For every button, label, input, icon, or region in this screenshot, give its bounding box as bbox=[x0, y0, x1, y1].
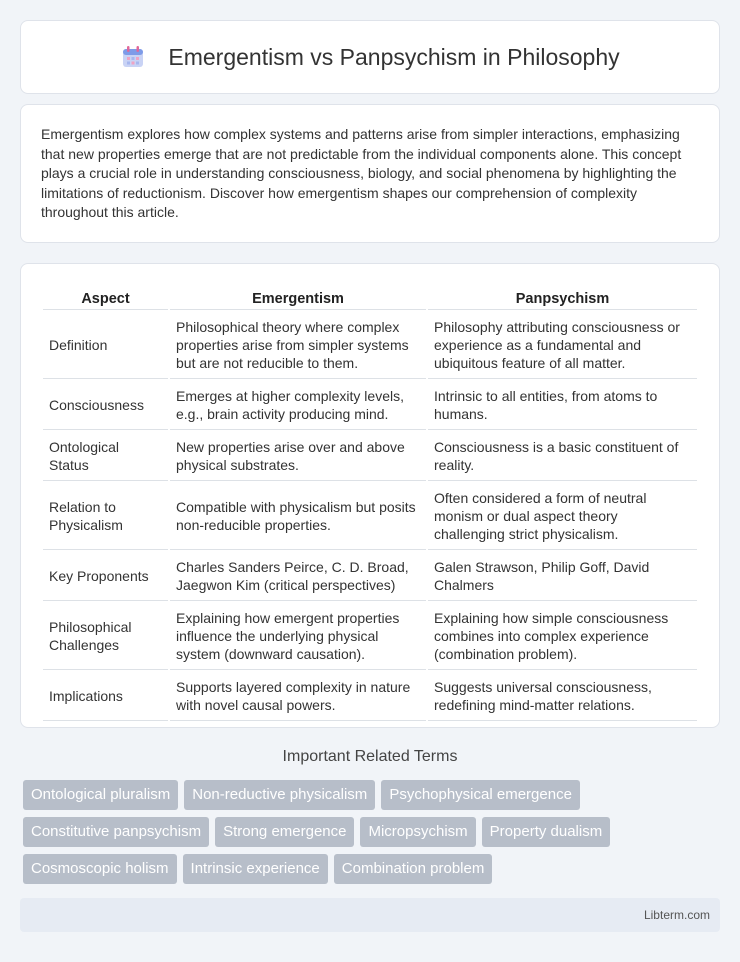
related-terms-tags bbox=[23, 780, 723, 884]
calendar-icon bbox=[120, 44, 146, 70]
tag-ontological-pluralism[interactable]: Ontological pluralism bbox=[23, 780, 178, 810]
cell-panpsychism: Explaining how simple consciousness combines into complex experience (combination problem). bbox=[428, 603, 697, 670]
cell-panpsychism: Galen Strawson, Philip Goff, David Chalmers bbox=[428, 552, 697, 601]
table-row bbox=[43, 672, 697, 721]
cell-emergentism: Emerges at higher complexity levels, e.g., brain activity producing mind. bbox=[170, 381, 426, 430]
table-row bbox=[43, 552, 697, 601]
table-row bbox=[43, 603, 697, 670]
cell-panpsychism: Intrinsic to all entities, from atoms to humans. bbox=[428, 381, 697, 430]
tag-combination-problem[interactable]: Combination problem bbox=[334, 854, 493, 884]
title-card bbox=[20, 20, 720, 94]
footer bbox=[20, 898, 720, 932]
tag-constitutive-panpsychism[interactable]: Constitutive panpsychism bbox=[23, 817, 209, 847]
comparison-table-card bbox=[20, 263, 720, 728]
cell-aspect: Ontological Status bbox=[43, 432, 168, 481]
header-emergentism: Emergentism bbox=[170, 286, 426, 310]
cell-panpsychism: Often considered a form of neutral monism or dual aspect theory challenging strict physicalism. bbox=[428, 483, 697, 550]
table-row bbox=[43, 483, 697, 550]
cell-panpsychism: Philosophy attributing consciousness or experience as a fundamental and ubiquitous feature of all matter. bbox=[428, 312, 697, 379]
header-aspect: Aspect bbox=[43, 286, 168, 310]
table-row bbox=[43, 312, 697, 379]
cell-emergentism: Supports layered complexity in nature with novel causal powers. bbox=[170, 672, 426, 721]
table-row bbox=[43, 381, 697, 430]
cell-aspect: Key Proponents bbox=[43, 552, 168, 601]
cell-aspect: Consciousness bbox=[43, 381, 168, 430]
tag-strong-emergence[interactable]: Strong emergence bbox=[215, 817, 354, 847]
cell-emergentism: Explaining how emergent properties influence the underlying physical system (downward causation). bbox=[170, 603, 426, 670]
header-panpsychism: Panpsychism bbox=[428, 286, 697, 310]
tag-intrinsic-experience[interactable]: Intrinsic experience bbox=[183, 854, 328, 884]
cell-aspect: Philosophical Challenges bbox=[43, 603, 168, 670]
cell-aspect: Definition bbox=[43, 312, 168, 379]
tag-non-reductive-physicalism[interactable]: Non-reductive physicalism bbox=[184, 780, 375, 810]
cell-panpsychism: Suggests universal consciousness, redefining mind-matter relations. bbox=[428, 672, 697, 721]
cell-aspect: Relation to Physicalism bbox=[43, 483, 168, 550]
cell-aspect: Implications bbox=[43, 672, 168, 721]
cell-emergentism: Charles Sanders Peirce, C. D. Broad, Jaegwon Kim (critical perspectives) bbox=[170, 552, 426, 601]
cell-panpsychism: Consciousness is a basic constituent of reality. bbox=[428, 432, 697, 481]
footer-brand-link[interactable]: Libterm.com bbox=[643, 908, 710, 922]
cell-emergentism: New properties arise over and above physical substrates. bbox=[170, 432, 426, 481]
table-row bbox=[43, 432, 697, 481]
tag-micropsychism[interactable]: Micropsychism bbox=[360, 817, 475, 847]
cell-emergentism: Philosophical theory where complex properties arise from simpler systems but are not reducible to them. bbox=[170, 312, 426, 379]
intro-card bbox=[20, 104, 720, 243]
tag-psychophysical-emergence[interactable]: Psychophysical emergence bbox=[381, 780, 580, 810]
table-header-row bbox=[43, 286, 697, 310]
related-terms-heading: Important Related Terms bbox=[282, 748, 458, 765]
intro-text: Emergentism explores how complex systems and patterns arise from simpler interactions, emphasizing that new properties emerge that are not predictable from the individual components alone. This concept plays a crucial role in understanding consciousness, biology, and social phenomena by highlighting the limitations of reductionism. Discover how emergentism shapes our comprehension of complexity throughout this article. bbox=[41, 126, 682, 220]
comparison-table bbox=[41, 284, 699, 723]
cell-emergentism: Compatible with physicalism but posits non-reducible properties. bbox=[170, 483, 426, 550]
page-title: Emergentism vs Panpsychism in Philosophy bbox=[168, 43, 620, 70]
tag-property-dualism[interactable]: Property dualism bbox=[482, 817, 611, 847]
tag-cosmoscopic-holism[interactable]: Cosmoscopic holism bbox=[23, 854, 177, 884]
related-terms-section bbox=[0, 748, 740, 782]
